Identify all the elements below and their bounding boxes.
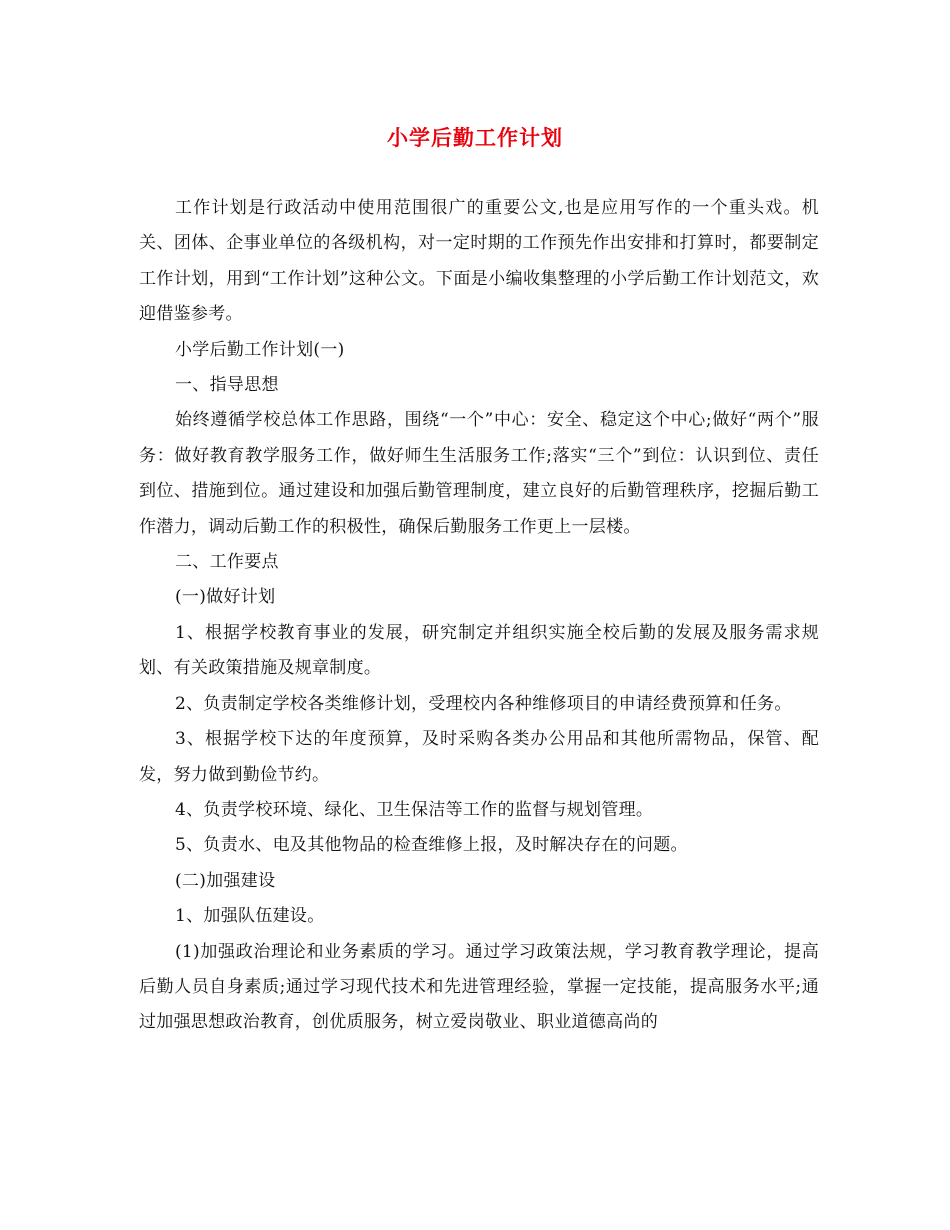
paragraph-subheading-build: (二)加强建设: [175, 870, 276, 891]
paragraph-item-3: 3、根据学校下达的年度预算，及时采购各类办公用品和其他所需物品，保管、配发，努力做到勤俭节约。: [139, 729, 819, 785]
paragraph-item-4: 4、负责学校环境、绿化、卫生保洁等工作的监督与规划管理。: [175, 799, 654, 820]
paragraph-subheading-plan: (一)做好计划: [175, 587, 276, 608]
paragraph-section-heading: 小学后勤工作计划(一): [175, 339, 345, 360]
paragraph-study: (1)加强政治理论和业务素质的学习。通过学习政策法规，学习教育教学理论，提高后勤人员自身素质;通过学习现代技术和先进管理经验，掌握一定技能，提高服务水平;通过加强思想政治教育，创优质服务，树立爱岗敬业、职业道德高尚的: [139, 941, 819, 1033]
paragraph-intro: 工作计划是行政活动中使用范围很广的重要公文,也是应用写作的一个重头戏。机关、团体、企事业单位的各级机构，对一定时期的工作预先作出安排和打算时，都要制定工作计划，用到“工作计划”这种公文。下面是小编收集整理的小学后勤工作计划范文，欢迎借鉴参考。: [139, 198, 819, 325]
paragraph-item-5: 5、负责水、电及其他物品的检查维修上报，及时解决存在的问题。: [175, 835, 688, 856]
paragraph-item-2: 2、负责制定学校各类维修计划，受理校内各种维修项目的申请经费预算和任务。: [175, 693, 792, 714]
document-title: 小学后勤工作计划: [387, 125, 563, 150]
paragraph-heading-key-points: 二、工作要点: [175, 552, 279, 573]
paragraph-guiding-idea: 始终遵循学校总体工作思路，围绕“一个”中心：安全、稳定这个中心;做好“两个”服务：做好教育教学服务工作，做好师生生活服务工作;落实“三个”到位：认识到位、责任到位、措施到位。通过建设和加强后勤管理制度，建立良好的后勤管理秩序，挖掘后勤工作潜力，调动后勤工作的积极性，确保后勤服务工作更上一层楼。: [139, 410, 819, 537]
document-body: [139, 191, 819, 1041]
paragraph-team-building: 1、加强队伍建设。: [175, 906, 325, 927]
paragraph-item-1: 1、根据学校教育事业的发展，研究制定并组织实施全校后勤的发展及服务需求规划、有关政策措施及规章制度。: [139, 622, 819, 679]
paragraph-heading-guiding-idea: 一、指导思想: [175, 375, 279, 396]
